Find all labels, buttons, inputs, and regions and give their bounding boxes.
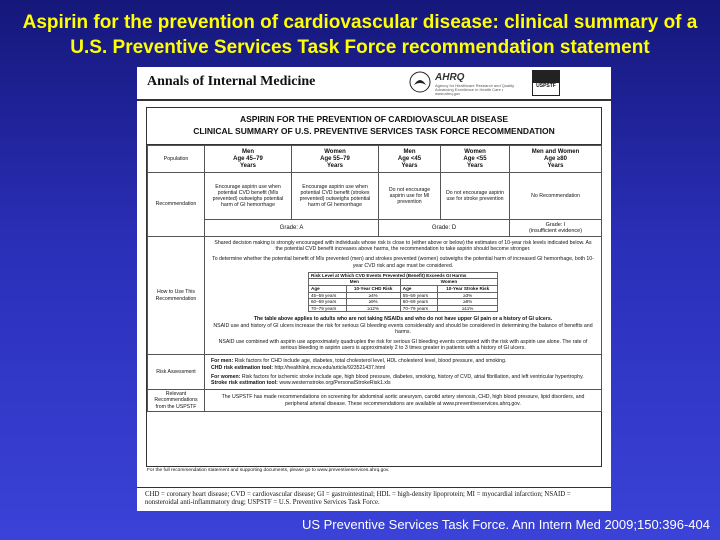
population-label: Population [148,146,205,173]
grade-i: Grade: I (insufficient evidence) [510,220,602,237]
abbreviations: CHD = coronary heart disease; CVD = cardiovascular disease; GI = gastrointestinal; HDL = high-density lipoprotein; MI = myocardial infarction; NSAID = nonsteroidal anti-inflammatory drug; USPSTF = U.S. Preventive Services Task Force. [137,487,611,511]
slide-title: Aspirin for the prevention of cardiovascular disease: clinical summary of a U.S. Preventive Services Task Force recommendation statement [22,12,698,58]
how-to-use-p2: To determine whether the potential benefit of MIs prevented (men) and strokes prevented (women) outweighs the potential harm of increased GI hemorrhage, both 10-year CVD risk and age must be considered. [212,256,594,269]
risk-row: 70–79 years ≥12% 70–79 years ≥11% [309,305,498,312]
risk-col-header: 10-Year Stroke Risk [438,286,498,293]
journal-name: Annals of Internal Medicine [147,74,316,89]
summary-table [147,145,602,412]
risk-men-header: Men [309,279,401,286]
recommendation-label: Recommendation [148,173,205,237]
clinical-summary-document [137,67,611,511]
risk-table-title: Risk Level at Which CVD Events Prevented (Benefit) Exceeds GI Harms [309,272,498,279]
how-to-use-label: How to Use This Recommendation [148,237,205,355]
heading-line-2: CLINICAL SUMMARY OF U.S. PREVENTIVE SERVICES TASK FORCE RECOMMENDATION [193,126,555,136]
ahrq-tagline: Agency for Healthcare Research and Quality Advancing Excellence in Health Care • www.ahrq.gov [435,83,515,96]
how-to-use-p5: NSAID use combined with aspirin use approximately quadruples the risk for serious GI bleeding events compared with the risk with aspirin use alone. The rate of serious bleeding in aspirin users is approximately 2 to 3 times greater in patients with a history of GI ulcers. [218,338,588,352]
relevant-row [148,390,602,412]
recommendation-cell: Encourage aspirin use when potential CVD benefit (strokes prevented) outweighs potential harm of GI hemorrhage [292,173,379,220]
grade-a: Grade: A [205,220,379,237]
citation: US Preventive Services Task Force. Ann Intern Med 2009;150:396-404 [301,517,710,532]
journal-header [137,67,611,101]
how-to-use-p1: Shared decision making is strongly encouraged with individuals whose risk is close to (either above or below) the estimates of 10-year risk levels indicated below. As the potential CVD benefit increases above harms, the recommendation to take aspirin should become stronger. [214,240,592,253]
grade-d: Grade: D [379,220,510,237]
recommendation-cell: Do not encourage aspirin use for stroke prevention [441,173,510,220]
heading-line-1: ASPIRIN FOR THE PREVENTION OF CARDIOVASCULAR DISEASE [239,114,509,124]
ahrq-logo: AHRQ [435,72,465,83]
how-to-use-p4: NSAID use and history of GI ulcers increase the risk for serious GI bleeding events considerably and should be considered in determining the balance of benefits and harms. [213,322,593,335]
risk-col-header: Age [309,286,347,293]
population-cell: Men Age 45–79 Years [205,146,292,173]
how-to-use-content [205,237,602,355]
recommendation-heading [147,108,601,145]
population-cell: Men Age <45 Years [379,146,441,173]
risk-row: 45–59 years ≥4% 55–59 years ≥3% [309,292,498,299]
grade-row [148,220,602,237]
how-to-use-row [148,237,602,355]
population-cell: Women Age 55–79 Years [292,146,379,173]
uspstf-logo-text: USPSTF [536,83,556,89]
risk-assessment-row [148,355,602,390]
uspstf-logo [532,70,560,96]
population-row [148,146,602,173]
risk-women-header: Women [400,279,497,286]
risk-col-header: Age [400,286,438,293]
relevant-label: Relevant Recommendations from the USPSTF [148,390,205,412]
population-cell: Women Age <55 Years [441,146,510,173]
risk-assessment-content: For men: Risk factors for CHD include age, diabetes, total cholesterol level, HDL cholesterol level, blood pressure, and smoking. CHD risk estimation tool: http://healthlink.mcw.edu/article/923521437.html For women: Risk factors for ischemic stroke include age, high blood pressure, diabetes, smoking, history of CVD, atrial fibrillation, and left ventricular hypertrophy. Stroke risk estimation tool: www.westernstroke.org/PersonalStrokeRisk1.xls [205,355,602,390]
risk-assessment-label: Risk Assessment [148,355,205,390]
hhs-eagle-icon [409,71,431,93]
recommendation-cell: No Recommendation [510,173,602,220]
footer-note: For the full recommendation statement and supporting documents, please go to www.preventiveservices.ahrq.gov. [147,468,390,473]
risk-col-header: 10-Year CHD Risk [346,286,400,293]
recommendation-cell: Do not encourage aspirin use for MI prevention [379,173,441,220]
population-cell: Men and Women Age ≥80 Years [510,146,602,173]
recommendation-cell: Encourage aspirin use when potential CVD benefit (MIs prevented) outweighs potential harm of GI hemorrhage [205,173,292,220]
relevant-content: The USPSTF has made recommendations on screening for abdominal aortic aneurysm, carotid artery stenosis, CHD, high blood pressure, lipid disorders, and peripheral arterial disease. These recommendations are available at www.preventiveservices.ahrq.gov. [205,390,602,412]
risk-level-table [308,272,498,313]
risk-row: 60–69 years ≥9% 60–69 years ≥8% [309,299,498,306]
how-to-use-p3: The table above applies to adults who are not taking NSAIDs and who do not have upper GI pain or a history of GI ulcers. [253,316,553,323]
recommendation-box [146,107,602,467]
recommendation-row [148,173,602,220]
